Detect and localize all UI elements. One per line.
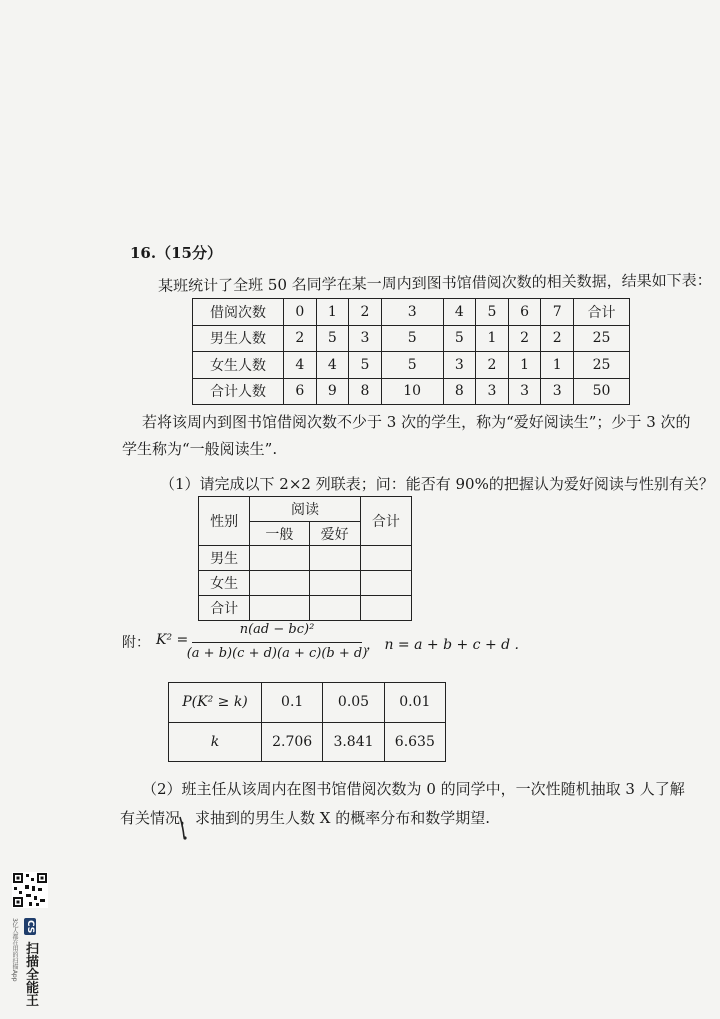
table-cell: 男生 [199, 546, 250, 571]
table-cell: 4 [443, 299, 476, 326]
table-cell: 男生人数 [193, 325, 284, 352]
table-cell: 合计 [199, 596, 250, 621]
table-cell: 25 [574, 352, 630, 379]
table-row [199, 497, 412, 522]
table-cell [309, 571, 360, 596]
critical-value-table [168, 682, 446, 762]
pen-mark-icon [178, 815, 190, 841]
table-cell: 合计 [574, 299, 630, 326]
table-cell: 2.706 [262, 722, 323, 762]
table-cell: 50 [574, 378, 630, 405]
table-cell: 9 [316, 378, 349, 405]
table-cell: 合计 [360, 497, 411, 546]
table-cell: 3 [541, 378, 574, 405]
table-cell: 0.01 [384, 683, 445, 723]
table-cell: 6 [508, 299, 541, 326]
table-cell: 4 [316, 352, 349, 379]
table-cell: 5 [316, 325, 349, 352]
table-cell: 1 [508, 352, 541, 379]
table-cell [250, 546, 309, 571]
table-cell [360, 596, 411, 621]
formula-numerator: n(ad − bc)² [239, 622, 315, 637]
table-cell: k [169, 722, 262, 762]
table-cell: 1 [316, 299, 349, 326]
part2-line-1: （2）班主任从该周内在图书馆借阅次数为 0 的同学中，一次性随机抽取 3 人了解 [142, 780, 685, 798]
table-row [199, 571, 412, 596]
table-cell [250, 571, 309, 596]
table-cell: 借阅次数 [193, 299, 284, 326]
table-cell: 8 [349, 378, 382, 405]
table-cell: 7 [541, 299, 574, 326]
table-cell: 性别 [199, 497, 250, 546]
table-row [169, 683, 446, 723]
table-cell: 10 [381, 378, 443, 405]
table-cell: 2 [284, 325, 317, 352]
table-cell: 2 [508, 325, 541, 352]
table-row [193, 299, 630, 326]
table-cell [360, 546, 411, 571]
table-cell: P(K² ≥ k) [169, 683, 262, 723]
table-cell: 25 [574, 325, 630, 352]
table-cell: 1 [541, 352, 574, 379]
formula-prefix: 附： [122, 635, 150, 651]
cs-logo-badge: CS [25, 920, 35, 934]
table-cell [360, 571, 411, 596]
table-cell [309, 596, 360, 621]
table-cell: 5 [349, 352, 382, 379]
table-cell: 2 [541, 325, 574, 352]
table-cell: 0 [284, 299, 317, 326]
table-cell [250, 596, 309, 621]
table-row [193, 325, 630, 352]
table-cell: 6 [284, 378, 317, 405]
table-cell: 爱好 [309, 522, 360, 546]
table-cell: 2 [349, 299, 382, 326]
table-cell: 0.1 [262, 683, 323, 723]
table-cell: 4 [284, 352, 317, 379]
part2-line-2: 有关情况，求抽到的男生人数 X 的概率分布和数学期望. [120, 809, 490, 827]
contingency-table [198, 496, 412, 621]
table-cell: 3.841 [323, 722, 384, 762]
table-row [199, 546, 412, 571]
table-cell: 3 [443, 352, 476, 379]
fraction-bar [192, 642, 362, 643]
table-cell: 女生人数 [193, 352, 284, 379]
watermark-title: 扫描全能王 [23, 941, 38, 1007]
table-cell: 合计人数 [193, 378, 284, 405]
table-row [193, 352, 630, 379]
table-cell: 3 [508, 378, 541, 405]
table-cell: 0.05 [323, 683, 384, 723]
table-cell [309, 546, 360, 571]
problem-intro: 某班统计了全班 50 名同学在某一周内到图书馆借阅次数的相关数据，结果如下表： [158, 271, 712, 295]
definition-line-1: 若将该周内到图书馆借阅次数不少于 3 次的学生，称为“爱好阅读生”；少于 3 次的 [142, 413, 691, 431]
table-row [169, 722, 446, 762]
table-cell: 2 [476, 352, 509, 379]
formula-denominator: (a + b)(c + d)(a + c)(b + d) [186, 646, 368, 661]
table-cell: 5 [443, 325, 476, 352]
table-cell: 5 [381, 325, 443, 352]
table-cell: 6.635 [384, 722, 445, 762]
table-row [193, 378, 630, 405]
scanner-watermark [11, 918, 40, 1008]
part1-question: （1）请完成以下 2×2 列联表；问：能否有 90%的把握认为爱好阅读与性别有关？ [160, 475, 714, 493]
table-cell: 阅读 [250, 497, 361, 522]
table-cell: 3 [476, 378, 509, 405]
table-cell: 5 [476, 299, 509, 326]
problem-number: 16.（15分） [130, 244, 222, 262]
table-cell: 3 [381, 299, 443, 326]
table-cell: 女生 [199, 571, 250, 596]
borrow-count-table [192, 298, 630, 405]
table-cell: 一般 [250, 522, 309, 546]
table-cell: 5 [381, 352, 443, 379]
table-cell: 1 [476, 325, 509, 352]
qr-code-icon [12, 872, 48, 908]
watermark-subtitle: 3亿人都在用的扫描App [11, 918, 18, 982]
table-row [199, 596, 412, 621]
formula-lhs: K² = [156, 632, 189, 648]
formula-suffix: ， n = a + b + c + d . [366, 637, 520, 653]
table-cell: 3 [349, 325, 382, 352]
table-cell: 8 [443, 378, 476, 405]
definition-line-2: 学生称为“一般阅读生”. [122, 440, 278, 458]
